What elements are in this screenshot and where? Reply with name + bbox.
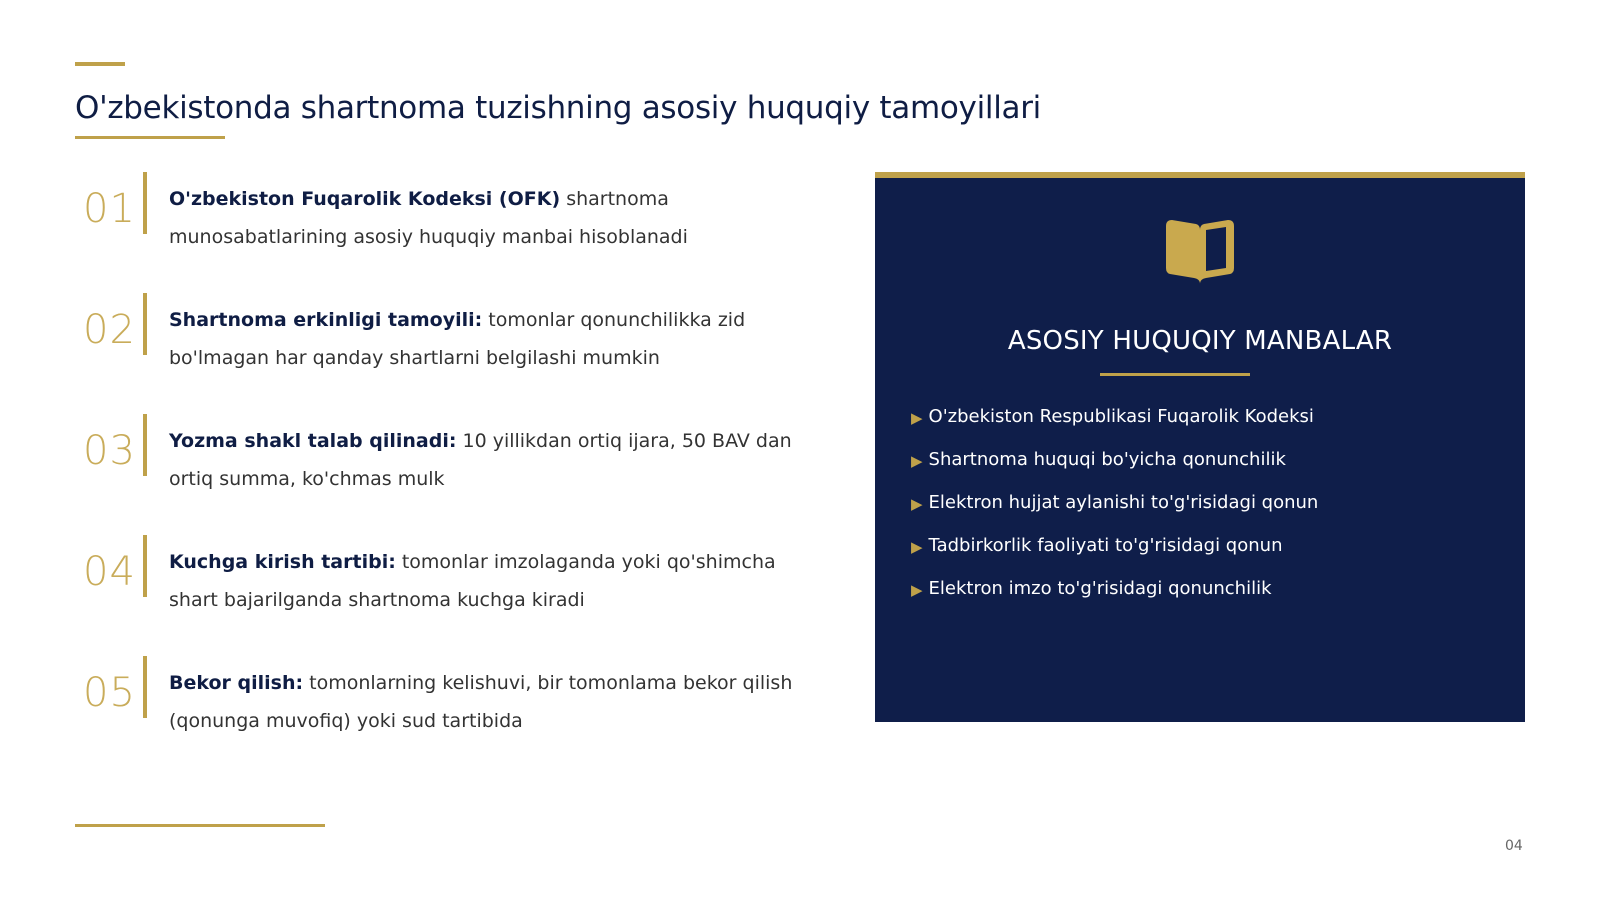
source-item-label: O'zbekiston Respublikasi Fuqarolik Kodeksi [928, 406, 1314, 427]
title-accent-line [75, 62, 125, 66]
panel-title-underline [1100, 373, 1250, 376]
principle-item-5 [75, 656, 835, 777]
footer-accent-line [75, 824, 325, 827]
principle-heading: Bekor qilish: [169, 672, 304, 694]
principle-heading: Shartnoma erkinligi tamoyili: [169, 309, 483, 331]
principle-divider [143, 414, 147, 476]
principle-heading: Yozma shakl talab qilinadi: [169, 430, 457, 452]
principle-heading: Kuchga kirish tartibi: [169, 551, 396, 573]
principle-description: tomonlarning kelishuvi, bir tomonlama bekor qilish (qonunga muvofiq) yoki sud tartibida [169, 672, 793, 732]
principles-list [75, 172, 835, 777]
principle-number: 02 [83, 307, 136, 353]
source-item-label: Shartnoma huquqi bo'yicha qonunchilik [928, 449, 1286, 470]
source-item-label: Elektron imzo to'g'risidagi qonunchilik [928, 578, 1272, 599]
principle-divider [143, 172, 147, 234]
principle-divider [143, 293, 147, 355]
triangle-bullet-icon: ▶ [911, 581, 923, 599]
legal-sources-panel [875, 172, 1525, 722]
principle-text [169, 422, 829, 498]
principle-description: tomonlar imzolaganda yoki qo'shimcha shart bajarilganda shartnoma kuchga kiradi [169, 551, 776, 611]
principle-item-2 [75, 293, 835, 414]
principle-description: 10 yillikdan ortiq ijara, 50 BAV dan ortiq summa, ko'chmas mulk [169, 430, 792, 490]
book-icon [1160, 216, 1240, 288]
principle-heading: O'zbekiston Fuqarolik Kodeksi (OFK) [169, 188, 561, 210]
triangle-bullet-icon: ▶ [911, 495, 923, 513]
source-item [911, 406, 1318, 449]
principle-text [169, 543, 829, 619]
triangle-bullet-icon: ▶ [911, 452, 923, 470]
principle-number: 01 [83, 186, 136, 232]
page-number: 04 [1505, 838, 1523, 854]
source-item [911, 492, 1318, 535]
source-item [911, 535, 1318, 578]
principle-description: shartnoma munosabatlarining asosiy huquqiy manbai hisoblanadi [169, 188, 688, 248]
triangle-bullet-icon: ▶ [911, 409, 923, 427]
principle-item-4 [75, 535, 835, 656]
principle-text [169, 180, 829, 256]
principle-number: 05 [83, 670, 136, 716]
principle-text [169, 301, 829, 377]
triangle-bullet-icon: ▶ [911, 538, 923, 556]
source-item-label: Tadbirkorlik faoliyati to'g'risidagi qonun [928, 535, 1283, 556]
title-underline [75, 136, 225, 139]
source-item [911, 449, 1318, 492]
principle-item-3 [75, 414, 835, 535]
legal-sources-list [911, 406, 1318, 621]
source-item [911, 578, 1318, 621]
panel-title: ASOSIY HUQUQIY MANBALAR [1007, 326, 1393, 356]
page-title: O'zbekistonda shartnoma tuzishning asosiy huquqiy tamoyillari [75, 90, 1041, 126]
principle-divider [143, 656, 147, 718]
principle-description: tomonlar qonunchilikka zid bo'lmagan har qanday shartlarni belgilashi mumkin [169, 309, 746, 369]
principle-text [169, 664, 829, 740]
principle-number: 03 [83, 428, 136, 474]
source-item-label: Elektron hujjat aylanishi to'g'risidagi qonun [928, 492, 1319, 513]
principle-divider [143, 535, 147, 597]
principle-number: 04 [83, 549, 136, 595]
principle-item-1 [75, 172, 835, 293]
